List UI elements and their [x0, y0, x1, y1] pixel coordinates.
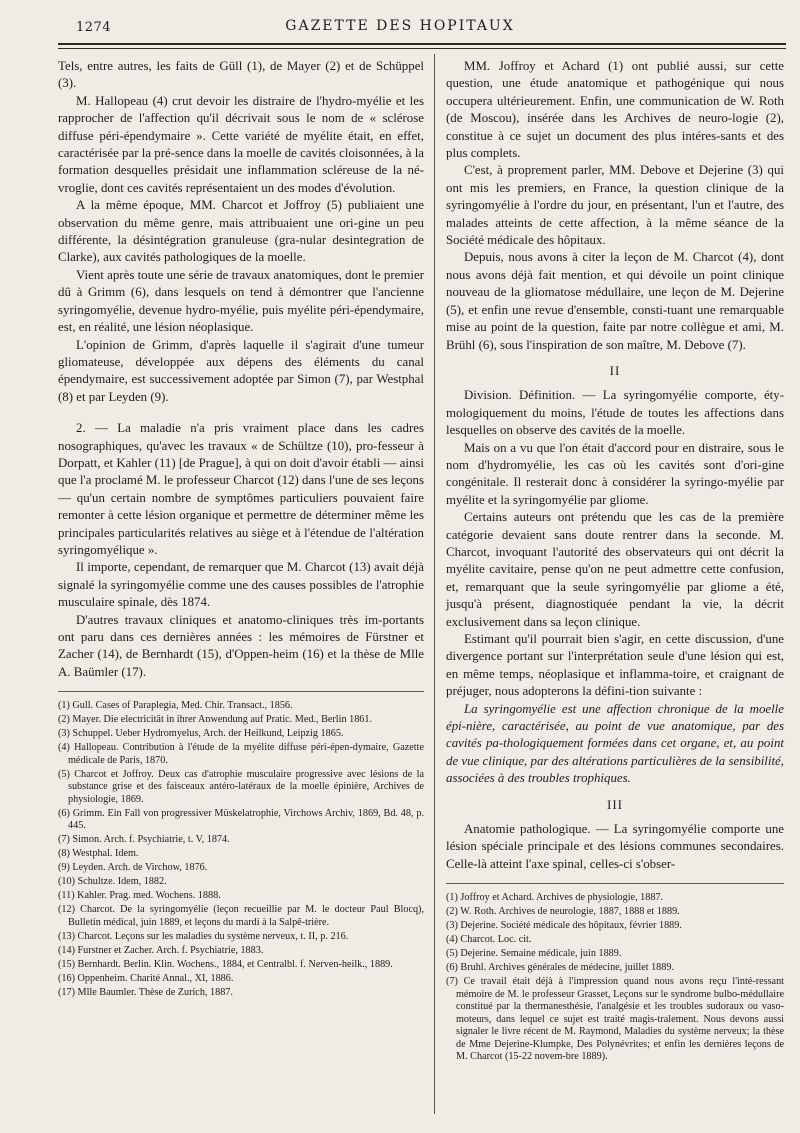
- footnote: (4) Hallopeau. Contribution à l'étude de la myélite diffuse péri-épen-dymaire, Gazette médicale de Paris, 1870.: [58, 742, 424, 766]
- footnote: (5) Dejerine. Semaine médicale, juin 1889.: [446, 948, 622, 960]
- footnote-rule: [58, 691, 424, 692]
- footnote: (6) Grimm. Ein Fall von progressiver Müskelatrophie, Virchows Archiv, 1869, Bd. 48, p. 445.: [58, 807, 424, 832]
- section-ii-body: [446, 387, 784, 700]
- paragraph: Estimant qu'il pourrait bien s'agir, en cette discussion, d'une divergence portant sur l'interprétation seule d'une lésion qui est, en même temps, néoplasique et inflamma-toire, et craignant de préjuger, nous adopterons la défini-tion suivante :: [446, 632, 784, 699]
- footnote: (3) Schuppel. Ueber Hydromyelus, Arch. der Heilkund, Leipzig 1865.: [58, 728, 344, 740]
- paragraph: A la même époque, MM. Charcot et Joffroy (5) publiaient une observation du même genre, mais attribuaient une ori-gine un peu différente, la désintégration granuleuse (gra-nular desintegration de Clarke), aux cavités pathologiques de la moelle.: [58, 198, 424, 265]
- footnote: (5) Charcot et Joffroy. Deux cas d'atrophie musculaire progressive avec lésions de la substance grise et des faisceaux antéro-latéraux de la moelle épinière, Archives de physiologie, 1869.: [58, 768, 424, 805]
- paragraph: Vient après toute une série de travaux anatomiques, dont le premier dû à Grimm (6), dans lesquels on tend à démontrer que l'ancienne syringomyélie, devenue hydro-myélie, puis myélite péri-épendymaire, est, en réalité, une lésion néoplasique.: [58, 267, 424, 335]
- header-rule-thin: [58, 48, 786, 49]
- paragraph: Depuis, nous avons à citer la leçon de M. Charcot (4), dont nous avons déjà fait mention, et qui dévoile un point clinique nouveau de la gliomatose médullaire, une leçon de M. Dejerine (5), et enfin une revue d'ensemble, consti-tuant une remarquable mise au point de la question, faite par notre collègue et ami, M. Brühl (6), sous l'inspiration de son maître, M. Debove (7).: [446, 250, 784, 352]
- paragraph: L'opinion de Grimm, d'après laquelle il s'agirait d'une tumeur gliomateuse, développée aux dépens des éléments du canal épendymaire, est successivement adoptée par Simon (7), par Westphal (8) et par Leyden (9).: [58, 337, 424, 404]
- paragraph: Division. Définition. — La syringomyélie comporte, éty-mologiquement du moins, l'étude de toutes les affections dans lesquelles on observe des cavités de la moelle.: [446, 388, 784, 438]
- right-column: [446, 58, 784, 1065]
- footnote: (11) Kahler. Prag. med. Wochens. 1888.: [58, 890, 221, 902]
- paragraph: M. Hallopeau (4) crut devoir les distraire de l'hydro-myélie et les rapprocher de l'affection qu'il décrivait sous le nom de « sclérose diffuse péri-épendymaire ». Cette variété de myélite était, en effet, caractérisée par la pré-sence dans la moelle de cavités cloisonnées, à la formation desquelles présidait une inflammation scléreuse de la né-vroglie, dont ces cavités représentaient un des modes d'évolution.: [58, 93, 424, 195]
- footnote: (2) W. Roth. Archives de neurologie, 1887, 1888 et 1889.: [446, 906, 680, 918]
- column-divider: [434, 54, 435, 1114]
- footnote: (8) Westphal. Idem.: [58, 848, 139, 860]
- section-iii-body: [446, 821, 784, 873]
- header-rule-thick: [58, 43, 786, 45]
- left-body: [58, 58, 424, 681]
- running-title: GAZETTE DES HOPITAUX: [285, 18, 515, 34]
- footnote: (4) Charcot. Loc. cit.: [446, 934, 532, 946]
- paragraph: Anatomie pathologique. — La syringomyélie comporte une lésion spéciale principale et des lésions communes secondaires. Celle-là atteint l'axe spinal, celles-ci s'obser-: [446, 822, 784, 871]
- footnote: (2) Mayer. Die electricität in ihrer Anwendung auf Pratic. Med., Berlin 1861.: [58, 714, 373, 726]
- definition-text: La syringomyélie est une affection chronique de la moelle épi-nière, caractérisée, au point de vue anatomique, par des cavités pa-thologiquement formées dans cet organe, et, au point de vue clinique, par des altérations particulières de la sensibilité, associées à des troubles trophiques.: [446, 701, 784, 786]
- definition-block: [446, 701, 784, 788]
- footnote: (9) Leyden. Arch. de Virchow, 1876.: [58, 862, 208, 874]
- footnote: (7) Simon. Arch. f. Psychiatrie, t. V, 1874.: [58, 834, 230, 846]
- footnote-rule: [446, 883, 784, 884]
- footnote: (13) Charcot. Leçons sur les maladies du système nerveux, t. II, p. 216.: [58, 930, 349, 942]
- paragraph: Mais on a vu que l'on était d'accord pour en distraire, sous le nom d'hydromyélie, les cas où les cavités sont d'ori-gine congénitale. Il resterait donc à considérer la syringo-myélie par myélite et la syringomyélie par gliome.: [446, 440, 784, 507]
- left-footnotes: [58, 700, 424, 999]
- left-column: [58, 58, 424, 1001]
- section-heading-iii: III: [607, 796, 623, 812]
- paragraph: D'autres travaux cliniques et anatomo-cliniques très im-portants ont paru dans ces dernières années : les mémoires de Fürstner et Zacher (14), de Bernhardt (15), d'Oppen-heim (16) et la thèse de Mlle A. Baümler (17).: [58, 612, 424, 679]
- paragraph: MM. Joffroy et Achard (1) ont publié aussi, sur cette question, une étude anatomique et pathogénique qui nous occupera ultérieurement. Enfin, une communication de W. Roth (de Moscou), insérée dans les Archives de neuro-logie (2), constitue à ce sujet un document des plus intéres-sants et des plus complets.: [446, 59, 784, 161]
- footnote: (10) Schultze. Idem, 1882.: [58, 876, 167, 888]
- footnote: (14) Furstner et Zacher. Arch. f. Psychiatrie, 1883.: [58, 944, 264, 956]
- paragraph: Tels, entre autres, les faits de Güll (1), de Mayer (2) et de Schüppel (3).: [58, 59, 424, 91]
- footnote: (16) Oppenheim. Charité Annal., XI, 1886.: [58, 972, 234, 984]
- footnote: (1) Gull. Cases of Paraplegia, Med. Chir. Transact., 1856.: [58, 700, 293, 712]
- footnote: (1) Joffroy et Achard. Archives de physiologie, 1887.: [446, 892, 664, 904]
- paragraph: Il importe, cependant, de remarquer que M. Charcot (13) avait déjà signalé la syringomyélie comme une des causes possibles de l'atrophie musculaire spinale, dès 1874.: [58, 560, 424, 610]
- footnote: (17) Mlle Baumler. Thèse de Zurich, 1887.: [58, 986, 233, 998]
- paragraph: 2. — La maladie n'a pris vraiment place dans les cadres nosographiques, qu'avec les travaux « de Schültze (10), pro-fesseur à Dorpatt, et Kahler (11) [de Prague], à qui on doit d'avoir établi — ainsi que l'a proclamé M. le professeur Charcot (12) dans l'une de ses leçons — qu'un certain nombre de symptômes particuliers pouvaient faire remonter à cette lésion organique et permettre de déterminer même les principales particularités relatives au siège et à l'étendue de l'altération syringomyélique ».: [58, 421, 424, 557]
- paragraph: Certains auteurs ont prétendu que les cas de la première catégorie devaient sans doute rentrer dans la seconde. M. Charcot, invoquant l'autorité des observateurs qui ont décrit la myélite cavitaire, pense qu'on ne peut admettre cette confusion, et, remarquant que la seule syringomyélie par gliome a été, jusqu'à présent, diagnostiquée pendant la vie, la décrit exclusivement dans sa leçon clinique.: [446, 510, 784, 629]
- right-footnotes: [446, 892, 784, 1064]
- page-number: 1274: [76, 20, 112, 35]
- footnote: (3) Dejerine. Société médicale des hôpitaux, février 1889.: [446, 920, 682, 932]
- footnote: (12) Charcot. De la syringomyélie (leçon recueillie par M. le docteur Paul Blocq), Bulletin médical, juin 1889, et leçons du mardi à la Salpê-trière.: [58, 904, 424, 928]
- footnote: (15) Bernhardt. Berlin. Klin. Wochens., 1884, et Centralbl. f. Nerven-heilk., 1889.: [58, 958, 393, 970]
- section-heading-ii: II: [609, 362, 621, 378]
- footnote: (7) Ce travail était déjà à l'impression quand nous avons reçu l'inté-ressant mémoire de M. le professeur Grasset, Leçons sur le syndrome bulbo-médullaire constitué par la thermanesthésie, l'analgésie et les troubles sudoraux ou vaso-moteurs, dans lequel ce sujet est traité magis-tralement. Nous devons aussi signaler le livre récent de M. Raymond, Maladies du système nerveux; la thèse de Mme Dejerine-Klumpke, Des Polynévrites; et enfin les dernières leçons de M. Charcot (15-22 novem-bre 1889).: [446, 976, 784, 1063]
- right-body-intro: [446, 58, 784, 354]
- paragraph: C'est, à proprement parler, MM. Debove et Dejerine (3) qui ont mis les premiers, en France, la question clinique de la syringomyélie à l'ordre du jour, en présentant, l'un et l'autre, des malades atteints de cette affection, à la même séance de la Société médicale des hôpitaux.: [446, 163, 784, 248]
- footnote: (6) Bruhl. Archives générales de médecine, juillet 1889.: [446, 962, 675, 974]
